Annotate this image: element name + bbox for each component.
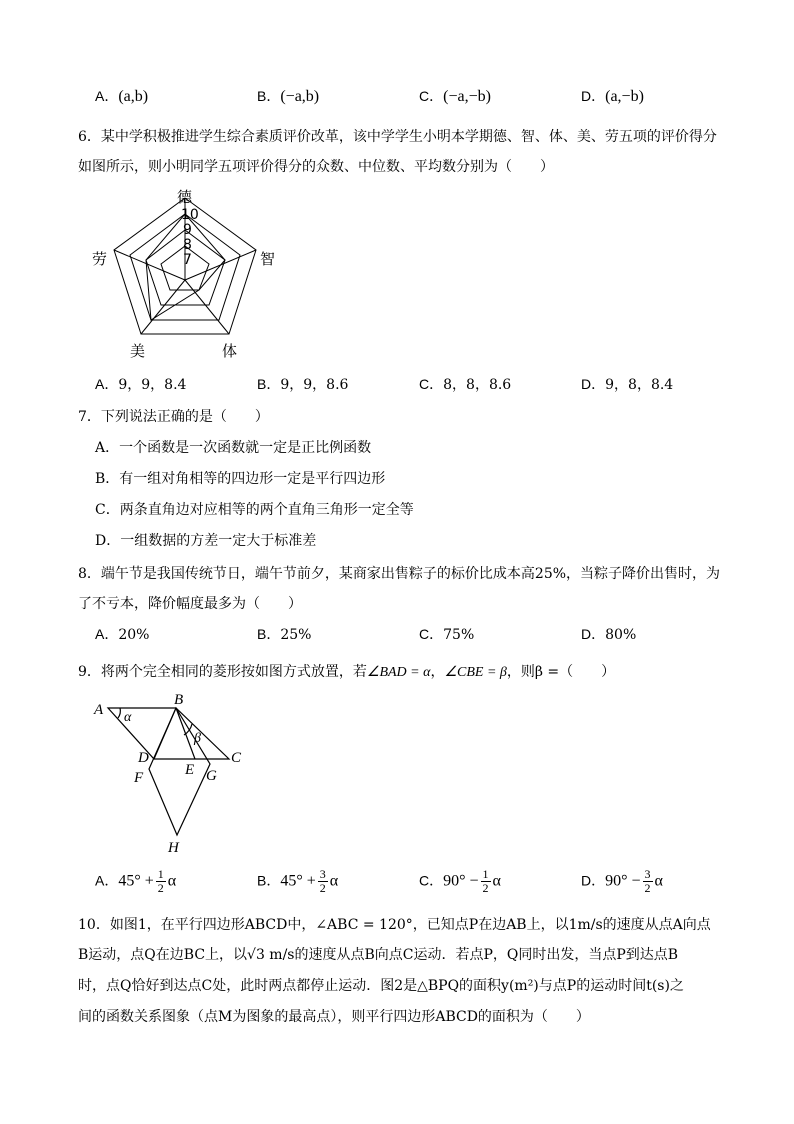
point-label-e: E — [185, 762, 195, 778]
radar-axis-label-mei: 美 — [130, 342, 146, 360]
point-label-d: D — [138, 750, 149, 766]
q5-option-b[interactable]: B．(−a,b) — [257, 88, 320, 105]
q9-option-c[interactable]: C．90° − $\frac{1}{2}$ α — [419, 867, 501, 895]
q9-option-c-fraction: $\frac{1}{2}$ — [482, 867, 489, 895]
radar-tick-9: 9 — [183, 222, 192, 238]
q10-stem-line4: 间的函数关系图象（点M为图象的最高点），则平行四边形ABCD的面积为（ ） — [78, 1009, 590, 1025]
point-label-g: G — [206, 768, 217, 784]
q7-stem: 7．下列说法正确的是（ ） — [78, 409, 269, 425]
q8-option-d[interactable]: D．80% — [581, 626, 637, 643]
radar-tick-10: 10 — [181, 207, 199, 223]
q5-options — [95, 86, 715, 110]
q9-condition-alpha: ∠BAD = α — [366, 665, 431, 680]
q6-radar-chart — [88, 186, 298, 366]
q8-option-a[interactable]: A．20% — [95, 626, 150, 643]
q6-option-a[interactable]: A．9，9，8.4 — [95, 376, 187, 393]
q7-option-c[interactable]: C．两条直角边对应相等的两个直角三角形一定全等 — [95, 502, 414, 518]
q8-option-b[interactable]: B．25% — [257, 626, 312, 643]
q9-condition-beta: ∠CBE = β — [444, 665, 507, 680]
angle-label-alpha: α — [124, 710, 132, 725]
point-label-h: H — [168, 840, 179, 855]
segment-bd — [154, 708, 176, 759]
q9-stem-post: ，则β =（ ） — [506, 664, 616, 680]
q7-option-b[interactable]: B．有一组对角相等的四边形一定是平行四边形 — [95, 471, 386, 487]
radar-tick-7: 7 — [183, 252, 192, 268]
q6-stem-line1: 6．某中学积极推进学生综合素质评价改革，该中学学生小明本学期德、智、体、美、劳五项的评价得分 — [78, 129, 717, 145]
q9-option-d-fraction: $\frac{3}{2}$ — [644, 867, 651, 895]
radar-axis-label-zhi: 智 — [260, 250, 276, 268]
q6-option-c[interactable]: C．8，8，8.6 — [419, 376, 512, 393]
point-label-a: A — [94, 702, 104, 718]
q9-option-a[interactable]: A．45° + $\frac{1}{2}$ α — [95, 867, 177, 895]
q10-stem-line3: 时，点Q恰好到达点C处，此时两点都停止运动．图2是△BPQ的面积y(m²)与点P的运动时间t(s)之 — [78, 978, 684, 994]
q5-option-a[interactable]: A．(a,b) — [95, 88, 149, 105]
q6-stem-line2: 如图所示，则小明同学五项评价得分的众数、中位数、平均数分别为（ ） — [78, 159, 554, 175]
q9-stem — [78, 661, 615, 681]
q5-option-c[interactable]: C．(−a,−b) — [419, 88, 491, 105]
q5-option-d[interactable]: D．(a,−b) — [581, 88, 644, 105]
q7-option-a[interactable]: A．一个函数是一次函数就一定是正比例函数 — [95, 440, 372, 456]
q6-option-d[interactable]: D．9，8，8.4 — [581, 376, 674, 393]
q9-option-b-fraction: $\frac{3}{2}$ — [319, 867, 326, 895]
radar-axis-label-ti: 体 — [222, 342, 238, 360]
rhombus-bfhg — [149, 708, 210, 835]
q9-option-a-fraction: $\frac{1}{2}$ — [157, 867, 164, 895]
q9-options — [95, 862, 715, 894]
point-label-b: B — [174, 692, 184, 708]
point-label-f: F — [134, 770, 144, 786]
radar-axis-ti — [185, 280, 229, 334]
q6-options — [95, 374, 715, 398]
point-label-c: C — [231, 750, 242, 766]
q8-option-c[interactable]: C．75% — [419, 626, 475, 643]
q9-option-d[interactable]: D．90° − $\frac{3}{2}$ α — [581, 867, 663, 895]
q10-stem-line1: 10．如图1，在平行四边形ABCD中，∠ABC = 120°，已知点P在边AB上，以1m/s的速度从点A向点 — [78, 917, 711, 933]
radar-axis-label-lao: 劳 — [92, 250, 108, 268]
radar-axis-label-de: 德 — [177, 188, 193, 206]
angle-alpha-arc — [118, 708, 120, 718]
q7-option-d[interactable]: D．一组数据的方差一定大于标准差 — [95, 533, 317, 549]
q6-option-b[interactable]: B．9，9，8.6 — [257, 376, 349, 393]
q9-rhombus-figure — [88, 690, 258, 855]
q9-stem-sep: ， — [430, 664, 445, 680]
radar-axis-mei — [141, 280, 185, 334]
q9-option-b[interactable]: B．45° + $\frac{3}{2}$ α — [257, 867, 339, 895]
radar-tick-8: 8 — [183, 237, 192, 253]
q8-stem-line1: 8．端午节是我国传统节日，端午节前夕，某商家出售粽子的标价比成本高25%，当粽子降价出售时，为 — [78, 566, 721, 582]
q8-stem-line2: 了不亏本，降价幅度最多为（ ） — [78, 596, 302, 612]
angle-label-beta: β — [194, 731, 201, 746]
q8-options — [95, 624, 715, 648]
q9-stem-pre: 9．将两个完全相同的菱形按如图方式放置，若 — [78, 664, 367, 680]
q10-stem-line2: B运动，点Q在边BC上，以√3 m/s的速度从点B向点C运动．若点P，Q同时出发，当点P到达点B — [78, 947, 679, 963]
